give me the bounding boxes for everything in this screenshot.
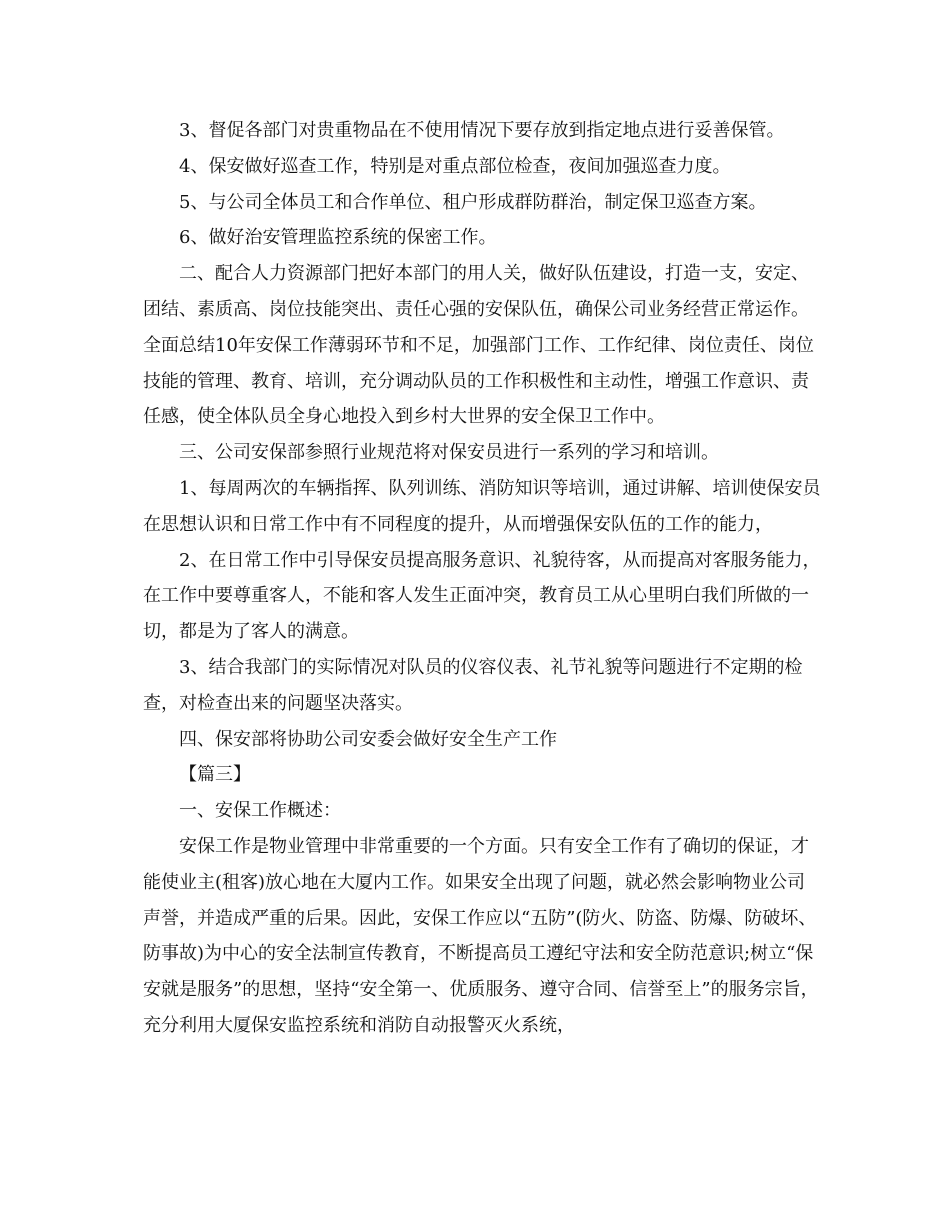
paragraph: 5、与公司全体员工和合作单位、租户形成群防群治，制定保卫巡查方案。 [179, 191, 767, 213]
paragraph: 四、保安部将协助公司安委会做好安全生产工作 [179, 728, 557, 750]
paragraph: 三、公司安保部参照行业规范将对保安员进行一系列的学习和培训。 [179, 442, 719, 464]
paragraph: 2、在日常工作中引导保安员提高服务意识、礼貌待客，从而提高对客服务能力，在工作中要尊重客人，不能和客人发生正面冲突，教育员工从心里明白我们所做的一切，都是为了客人的满意。 [143, 549, 821, 643]
document-body [143, 113, 823, 1044]
paragraph: 6、做好治安管理监控系统的保密工作。 [179, 227, 497, 249]
paragraph: 安保工作是物业管理中非常重要的一个方面。只有安全工作有了确切的保证，才能使业主(租客)放心地在大厦内工作。如果安全出现了问题，就必然会影响物业公司声誉，并造成严重的后果。因此，安保工作应以“五防”(防火、防盗、防爆、防破坏、防事故)为中心的安全法制宣传教育，不断提高员工遵纪守法和安全防范意识;树立“保安就是服务”的思想，坚持“安全第一、优质服务、遵守合同、信誉至上”的服务宗旨，充分利用大厦保安监控系统和消防自动报警灭火系统， [143, 835, 819, 1036]
paragraph: 3、结合我部门的实际情况对队员的仪容仪表、礼节礼貌等问题进行不定期的检查，对检查出来的问题坚决落实。 [143, 656, 803, 714]
paragraph: 4、保安做好巡查工作，特别是对重点部位检查，夜间加强巡查力度。 [179, 155, 731, 177]
paragraph: 1、每周两次的车辆指挥、队列训练、消防知识等培训，通过讲解、培训使保安员在思想认识和日常工作中有不同程度的提升，从而增强保安队伍的工作的能力， [143, 477, 821, 535]
paragraph: 3、督促各部门对贵重物品在不使用情况下要存放到指定地点进行妥善保管。 [179, 120, 785, 141]
paragraph: 二、配合人力资源部门把好本部门的用人关，做好队伍建设，打造一支，安定、团结、素质高、岗位技能突出、责任心强的安保队伍，确保公司业务经营正常运作。全面总结10年安保工作薄弱环节和不足，加强部门工作、工作纪律、岗位责任、岗位技能的管理、教育、培训，充分调动队员的工作积极性和主动性，增强工作意识、责任感，使全体队员全身心地投入到乡村大世界的安全保卫工作中。 [143, 263, 814, 428]
section-heading: 【篇三】 [179, 764, 251, 786]
paragraph: 一、安保工作概述： [179, 800, 341, 822]
